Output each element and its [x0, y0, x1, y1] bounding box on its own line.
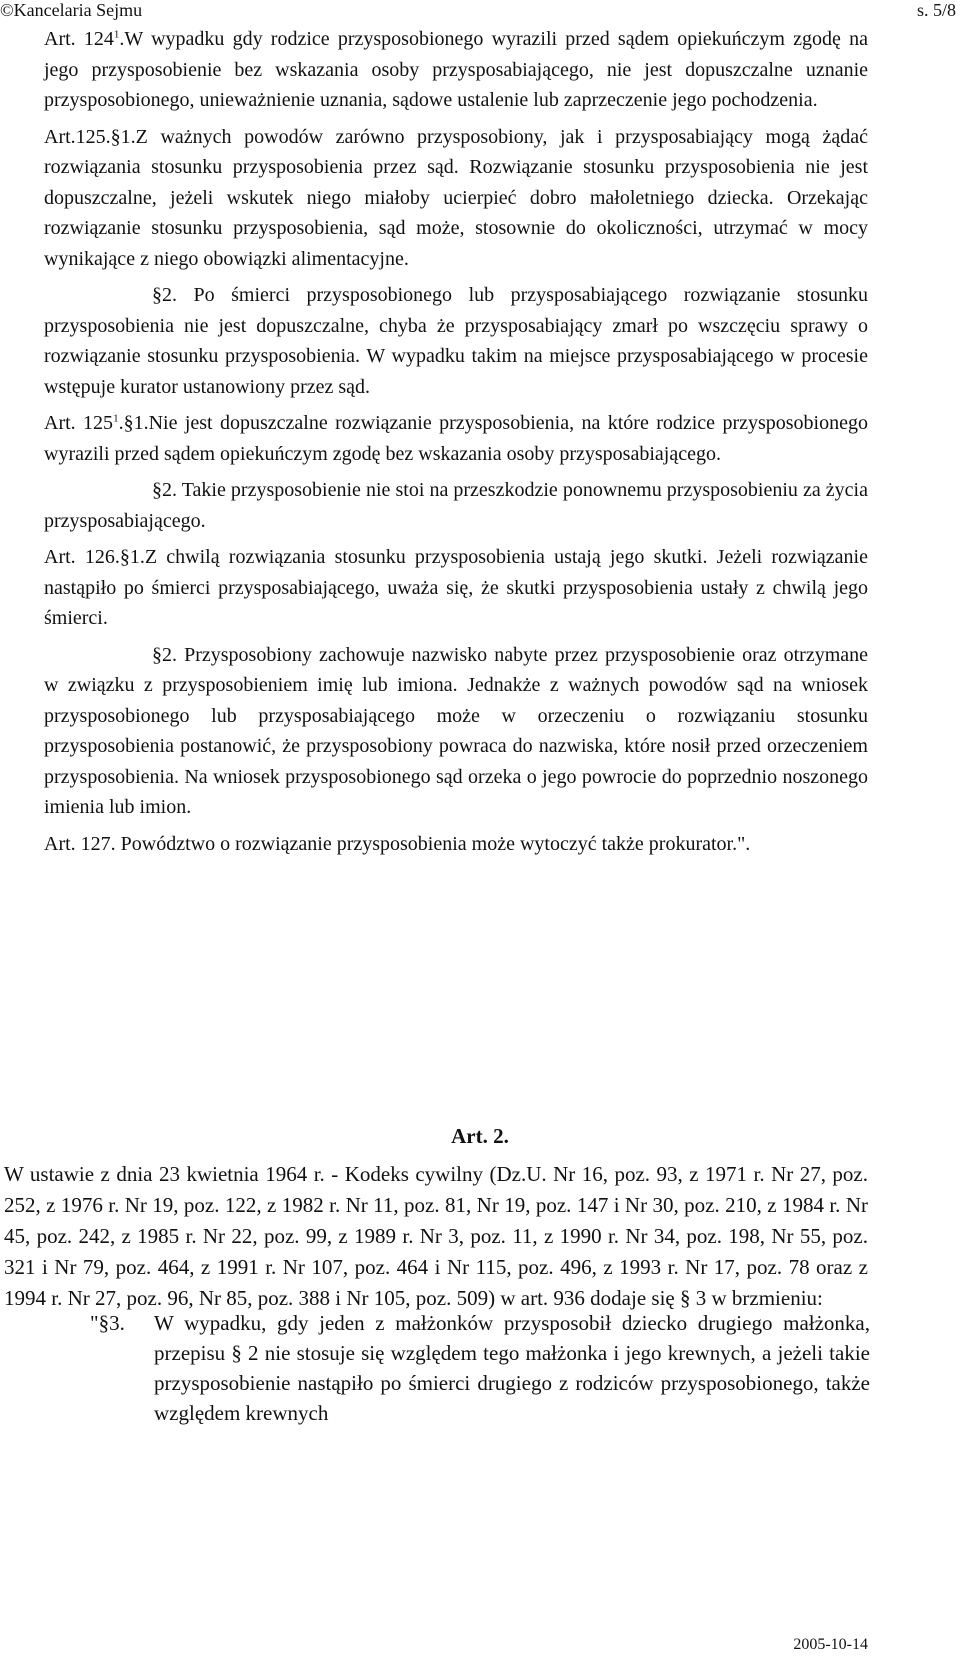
paragraph-art-125-1: Art.125.§1.Z ważnych powodów zarówno przysposobiony, jak i przysposabiający mogą żądać rozwiązania stosunku przysposobienia przez sąd. Rozwiązanie stosunku przysposobienia nie jest dopuszczalne, jeżeli wskutek niego miałoby ucierpieć dobro małoletniego dziecka. Orzekając rozwiązanie stosunku przysposobienia, sąd może, stosownie do okoliczności, utrzymać w mocy wynikające z niego obowiązki alimentacyjne. — [44, 125, 868, 270]
superscript: 1 — [113, 28, 120, 41]
article-ref: Art. 124 — [44, 28, 114, 50]
quote-lead: "§3. — [90, 1311, 125, 1335]
page-number: s. 5/8 — [916, 0, 956, 20]
document-body — [44, 24, 868, 865]
article-2-body — [4, 1159, 868, 1314]
paragraph-art-125-1-2: §2. Takie przysposobienie nie stoi na przeszkodzie ponownemu przysposobieniu za życia przysposabiającego. — [44, 479, 868, 532]
paragraph-art-127: Art. 127. Powództwo o rozwiązanie przysposobienia może wytoczyć także prokurator.". — [44, 832, 751, 855]
paragraph-art-126-2: §2. Przysposobiony zachowuje nazwisko nabyte przez przysposobienie oraz otrzymane w związku z przysposobieniem imię lub imiona. Jednakże z ważnych powodów sąd na wniosek przysposobionego lub przysposabiającego może w orzeczeniu o rozwiązaniu stosunku przysposobienia postanowić, że przysposobiony powraca do nazwiska, które nosił przed orzeczeniem przysposobienia. Na wniosek przysposobionego sąd orzeka o jego powrocie do poprzednio noszonego imienia lub imion. — [44, 643, 868, 818]
footer-date: 2005-10-14 — [793, 1636, 868, 1653]
quote-text: W wypadku, gdy jeden z małżonków przysposobił dziecko drugiego małżonka, przepisu § 2 nie stosuje się względem tego małżonka i jego krewnych, a jeżeli takie przysposobienie nastąpiło po śmierci drugiego z rodziców przysposobionego, także względem krewnych — [154, 1311, 870, 1425]
paragraph-art-125-2: §2. Po śmierci przysposobionego lub przysposabiającego rozwiązanie stosunku przysposobienia nie jest dopuszczalne, chyba że przysposabiający zmarł po wszczęciu sprawy o rozwiązanie stosunku przysposobienia. W wypadku takim na miejsce przysposabiającego w procesie wstępuje kurator ustanowiony przez sąd. — [44, 284, 868, 398]
article-2-title: Art. 2. — [451, 1124, 509, 1148]
paragraph-art-126-1: Art. 126.§1.Z chwilą rozwiązania stosunku przysposobienia ustają jego skutki. Jeżeli rozwiązanie nastąpiło po śmierci przysposabiającego, uważa się, że skutki przysposobienia ustały z chwilą jego śmierci. — [44, 546, 868, 629]
paragraph-art-125-1-1: Art. $125^1.\S 1.Nie$ jest dopuszczalne rozwiązanie przysposobienia, na które rodzice przysposobionego wyrazili przed sądem opiekuńczym zgodę bez wskazania osoby przysposabiającego. — [44, 412, 868, 465]
paragraph-art-124-1: Art. $124^1.W$ wypadku gdy rodzice przysposobionego wyrazili przed sądem opiekuńczym zgodę na jego przysposobienie bez wskazania osoby przysposabiającego, nie jest dopuszczalne uznanie przysposobionego, unieważnienie uznania, sądowe ustalenie lub zaprzeczenie jego pochodzenia. — [44, 28, 868, 111]
article-ref: Art. 125 — [44, 412, 114, 434]
copyright-header: ©Kancelaria Sejmu — [0, 0, 143, 20]
quoted-provision — [90, 1308, 870, 1428]
superscript: 1 — [113, 412, 119, 425]
article-2-text: W ustawie z dnia 23 kwietnia 1964 r. - Kodeks cywilny (Dz.U. Nr 16, poz. 93, z 1971 r. Nr 27, poz. 252, z 1976 r. Nr 19, poz. 122, z 1982 r. Nr 11, poz. 81, Nr 19, poz. 147 i Nr 30, poz. 210, z 1984 r. Nr 45, poz. 242, z 1985 r. Nr 22, poz. 99, z 1989 r. Nr 3, poz. 11, z 1990 r. Nr 34, poz. 198, Nr 55, poz. 321 i Nr 79, poz. 464, z 1991 r. Nr 107, poz. 464 i Nr 115, poz. 496, z 1993 r. Nr 17, poz. 78 oraz z 1994 r. Nr 27, poz. 96, Nr 85, poz. 388 i Nr 105, poz. 509) w art. 936 dodaje się § 3 w brzmieniu: — [4, 1162, 868, 1310]
